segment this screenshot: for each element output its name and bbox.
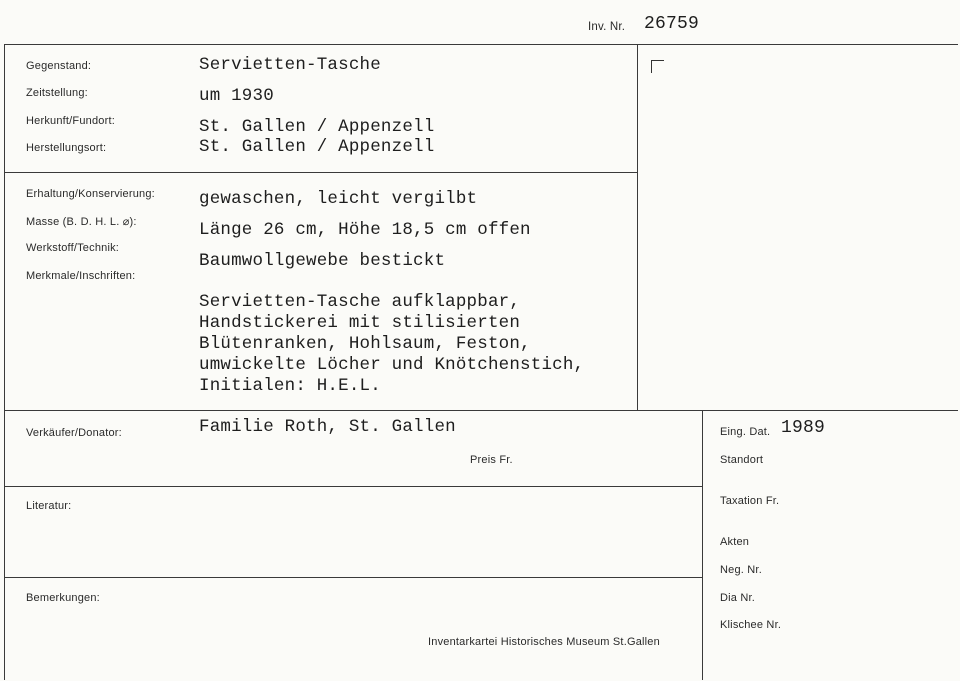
standort-label: Standort — [720, 454, 764, 466]
corner-mark — [651, 60, 664, 73]
werkstoff-value: Baumwollgewebe bestickt — [199, 251, 446, 271]
bemerkungen-label: Bemerkungen: — [26, 592, 100, 604]
rule-top — [4, 44, 958, 45]
eing-dat-label: Eing. Dat. — [720, 426, 771, 438]
merkmale-line-2: Handstickerei mit stilisierten — [199, 313, 521, 333]
footer-text: Inventarkartei Historisches Museum St.Gallen — [428, 636, 660, 648]
preis-label: Preis Fr. — [470, 454, 513, 466]
zeitstellung-value: um 1930 — [199, 86, 274, 106]
rule-details-bottom — [4, 410, 958, 411]
masse-label: Masse (B. D. H. L. ⌀): — [26, 216, 137, 228]
inv-label: Inv. Nr. — [588, 21, 626, 33]
masse-value: Länge 26 cm, Höhe 18,5 cm offen — [199, 220, 531, 240]
rule-verkaeufer-bottom — [4, 486, 702, 487]
eing-dat-value: 1989 — [781, 418, 826, 438]
dia-label: Dia Nr. — [720, 592, 756, 604]
zeitstellung-label: Zeitstellung: — [26, 87, 88, 99]
rule-left-frame — [4, 44, 5, 680]
rule-vertical-middle — [637, 44, 638, 411]
merkmale-line-5: Initialen: H.E.L. — [199, 376, 381, 396]
rule-vertical-right — [702, 410, 703, 680]
erhaltung-value: gewaschen, leicht vergilbt — [199, 189, 478, 209]
merkmale-label: Merkmale/Inschriften: — [26, 270, 136, 282]
klischee-label: Klischee Nr. — [720, 619, 782, 631]
verkaeufer-value: Familie Roth, St. Gallen — [199, 417, 456, 437]
herstellungsort-value: St. Gallen / Appenzell — [199, 137, 435, 157]
gegenstand-label: Gegenstand: — [26, 60, 92, 72]
werkstoff-label: Werkstoff/Technik: — [26, 242, 120, 254]
herstellungsort-label: Herstellungsort: — [26, 142, 107, 154]
literatur-label: Literatur: — [26, 500, 72, 512]
erhaltung-label: Erhaltung/Konservierung: — [26, 188, 155, 200]
merkmale-line-1: Servietten-Tasche aufklappbar, — [199, 292, 521, 312]
akten-label: Akten — [720, 536, 750, 548]
rule-literatur-bottom — [4, 577, 702, 578]
gegenstand-value: Servietten-Tasche — [199, 55, 381, 75]
verkaeufer-label: Verkäufer/Donator: — [26, 427, 122, 439]
merkmale-line-3: Blütenranken, Hohlsaum, Feston, — [199, 334, 531, 354]
merkmale-line-4: umwickelte Löcher und Knötchenstich, — [199, 355, 585, 375]
inv-number: 26759 — [644, 14, 700, 34]
taxation-label: Taxation Fr. — [720, 495, 780, 507]
neg-label: Neg. Nr. — [720, 564, 762, 576]
herkunft-value: St. Gallen / Appenzell — [199, 117, 435, 137]
rule-object-bottom — [4, 172, 638, 173]
herkunft-label: Herkunft/Fundort: — [26, 115, 115, 127]
